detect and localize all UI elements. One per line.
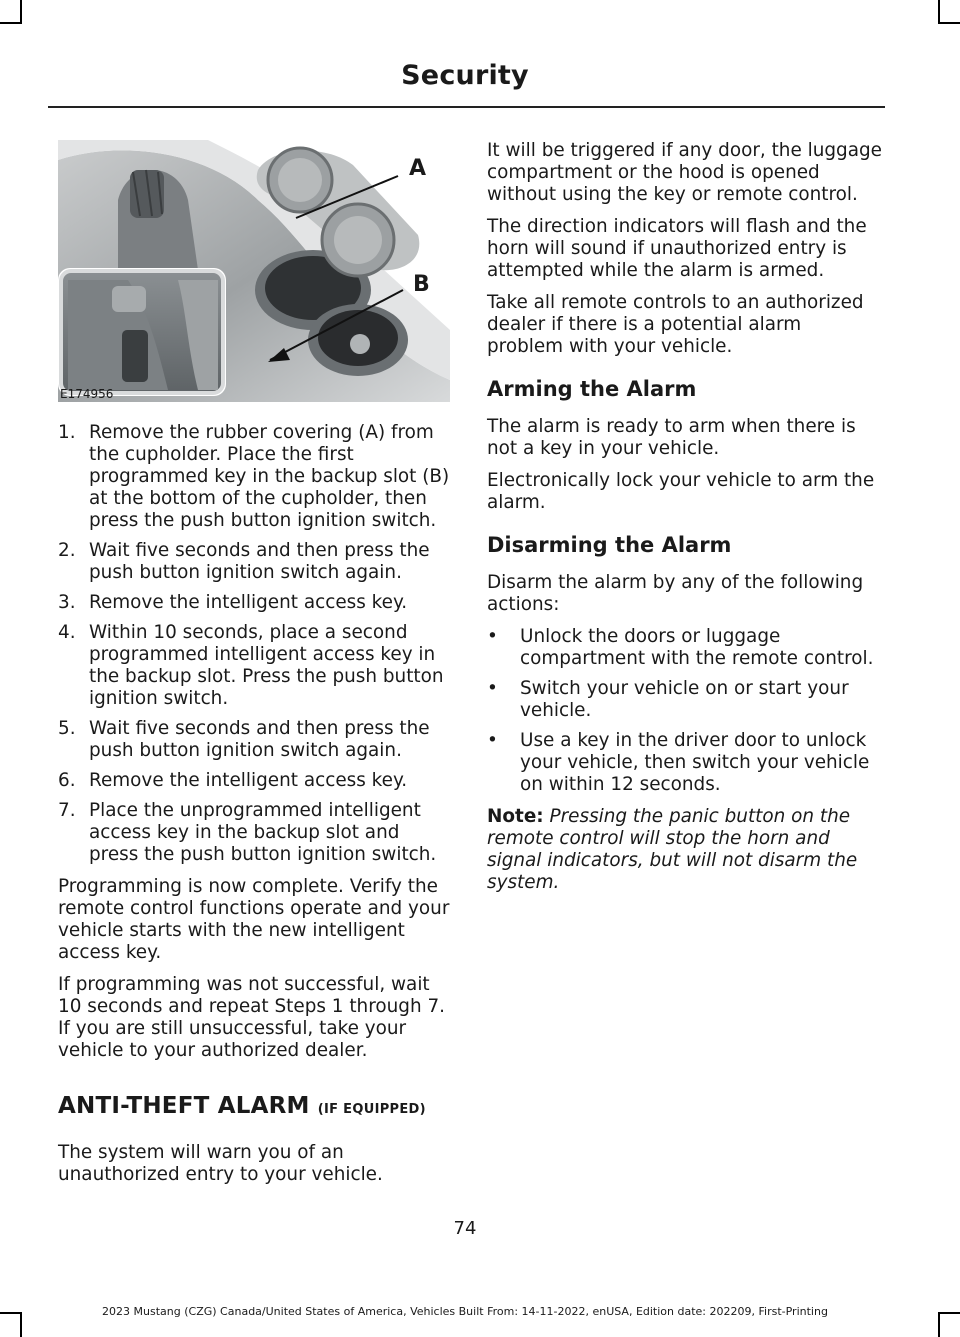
figure-label-a: A [409, 156, 427, 181]
page-number: 74 [453, 1218, 477, 1239]
bullet-glyph: • [487, 678, 498, 699]
section-heading [58, 1092, 450, 1124]
page-title: Security [401, 60, 529, 91]
figure-label-b: B [413, 272, 430, 297]
step-number: 5. [58, 718, 76, 739]
paragraph: Programming is now complete. Verify the remote control functions operate and your vehicle starts with the new intelligent access key. [58, 876, 450, 963]
list-item [58, 800, 450, 866]
disarm-actions-list [487, 626, 883, 796]
step-number: 2. [58, 540, 76, 561]
note-label: Note: [487, 806, 544, 827]
subheading-disarming: Disarming the Alarm [487, 533, 732, 557]
paragraph: Take all remote controls to an authorized dealer if there is a potential alarm problem with your vehicle. [487, 292, 864, 357]
right-column [487, 140, 883, 904]
figure-code: E174956 [60, 387, 114, 401]
paragraph: The system will warn you of an unauthorized entry to your vehicle. [58, 1142, 383, 1185]
step-text: Wait five seconds and then press the push button ignition switch again. [89, 540, 430, 583]
list-item [58, 718, 450, 762]
paragraph: The direction indicators will flash and the horn will sound if unauthorized entry is attempted while the alarm is armed. [487, 216, 867, 281]
step-text: Wait five seconds and then press the push button ignition switch again. [89, 718, 430, 761]
cupholder-illustration [58, 140, 450, 402]
cupholder-drawing [58, 140, 450, 402]
list-item [58, 770, 450, 792]
paragraph: If programming was not successful, wait 10 seconds and repeat Steps 1 through 7. If you are still unsuccessful, take your vehicle to your authorized dealer. [58, 974, 445, 1061]
bullet-text: Use a key in the driver door to unlock your vehicle, then switch your vehicle on within 12 seconds. [520, 730, 870, 795]
paragraph: The alarm is ready to arm when there is not a key in your vehicle. [487, 416, 856, 459]
note [487, 806, 883, 894]
step-number: 3. [58, 592, 76, 613]
list-item [487, 730, 883, 796]
subheading-arming: Arming the Alarm [487, 377, 697, 401]
step-number: 7. [58, 800, 76, 821]
crop-mark [938, 1312, 940, 1337]
crop-mark [0, 22, 22, 24]
header-divider [48, 106, 885, 108]
list-item [58, 622, 450, 710]
list-item [58, 592, 450, 614]
step-text: Remove the intelligent access key. [89, 770, 408, 791]
step-number: 6. [58, 770, 76, 791]
step-number: 4. [58, 622, 76, 643]
crop-mark [938, 0, 940, 24]
list-item [487, 678, 883, 722]
step-text: Remove the intelligent access key. [89, 592, 408, 613]
bullet-glyph: • [487, 626, 498, 647]
list-item [58, 422, 450, 532]
bullet-text: Unlock the doors or luggage compartment with the remote control. [520, 626, 874, 669]
left-column [58, 140, 450, 1196]
list-item [487, 626, 883, 670]
step-text: Remove the rubber covering (A) from the cupholder. Place the first programmed key in the backup slot (B) at the bottom of the cupholder, then press the push button ignition switch. [89, 422, 450, 531]
crop-mark [938, 1312, 960, 1314]
step-text: Place the unprogrammed intelligent access key in the backup slot and press the push button ignition switch. [89, 800, 437, 865]
programming-steps [58, 422, 450, 866]
step-number: 1. [58, 422, 76, 443]
section-qualifier: (IF EQUIPPED) [317, 1102, 426, 1117]
bullet-glyph: • [487, 730, 498, 751]
step-text: Within 10 seconds, place a second programmed intelligent access key in the backup slot. Press the push button ignition switch. [89, 622, 444, 709]
paragraph: It will be triggered if any door, the luggage compartment or the hood is opened without using the key or remote control. [487, 140, 882, 205]
crop-mark [938, 22, 960, 24]
paragraph: Disarm the alarm by any of the following actions: [487, 572, 864, 615]
note-text: Pressing the panic button on the remote control will stop the horn and signal indicators, but will not disarm the system. [487, 806, 858, 893]
crop-mark [20, 0, 22, 24]
bullet-text: Switch your vehicle on or start your vehicle. [520, 678, 849, 721]
footer-text: 2023 Mustang (CZG) Canada/United States of America, Vehicles Built From: 14-11-2022, enUSA, Edition date: 202209, First-Printing [102, 1305, 828, 1318]
section-title: ANTI-THEFT ALARM [58, 1093, 310, 1119]
paragraph: Electronically lock your vehicle to arm the alarm. [487, 470, 875, 513]
list-item [58, 540, 450, 584]
